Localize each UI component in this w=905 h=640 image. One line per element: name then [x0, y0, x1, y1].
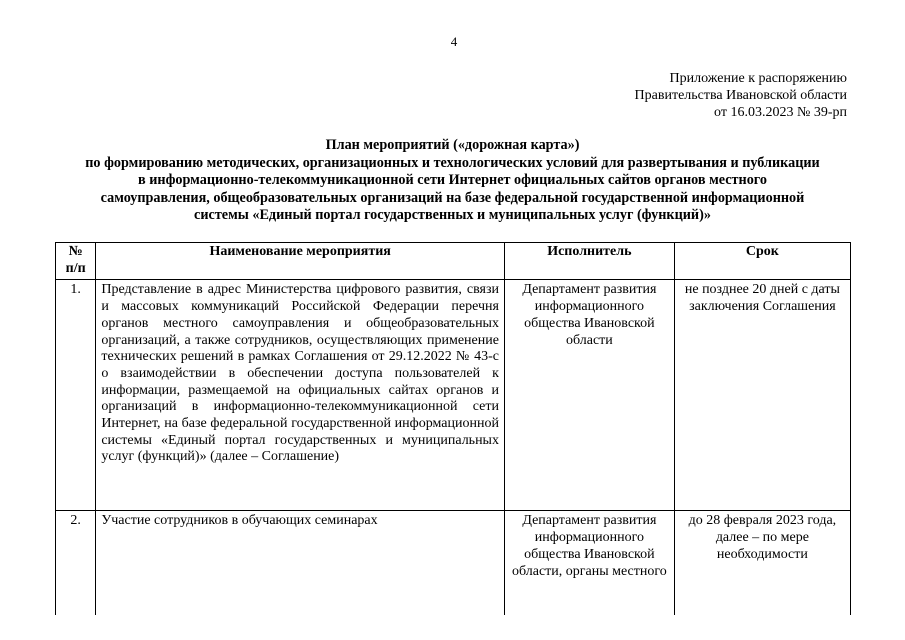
roadmap-table [55, 242, 851, 615]
table-row [56, 511, 851, 616]
row-term: не позднее 20 дней с даты заключения Соглашения [674, 280, 850, 511]
table-row [56, 280, 851, 511]
appendix-line: Правительства Ивановской области [634, 88, 847, 103]
header-term: Срок [674, 243, 850, 280]
row-executor: Департамент развития информационного общества Ивановской области, органы местного [504, 511, 674, 616]
document-title [40, 137, 865, 225]
title-line: системы «Единый портал государственных и муниципальных услуг (функций)» [194, 207, 711, 223]
row-activity: Представление в адрес Министерства цифрового развития, связи и массовых коммуникаций Российской Федерации перечня органов местного самоуправления и общеобразовательных организаций, а также сотрудников, осуществляющих применение технических решений в рамках Соглашения от 29.12.2022 № 43-с о взаимодействии в обеспечении доступа пользователей к информации, размещаемой на официальных сайтах органов и организаций в информационно-телекоммуникационной сети Интернет, на базе федеральной государственной информационной системы «Единый портал государственных и муниципальных услуг (функций)» (далее – Соглашение) [96, 280, 505, 511]
row-number: 2. [56, 511, 96, 616]
table-header-row [56, 243, 851, 280]
row-number: 1. [56, 280, 96, 511]
header-executor: Исполнитель [504, 243, 674, 280]
row-activity: Участие сотрудников в обучающих семинарах [96, 511, 505, 616]
header-number-line: № [68, 244, 83, 259]
row-term: до 28 февраля 2023 года, далее – по мере необходимости [674, 511, 850, 616]
appendix-note [635, 70, 847, 121]
header-name: Наименование мероприятия [96, 243, 505, 280]
header-number-line: п/п [65, 260, 86, 276]
row-executor: Департамент развития информационного общества Ивановской области [504, 280, 674, 511]
header-number [56, 243, 96, 280]
title-line: План мероприятий («дорожная карта») [325, 137, 580, 153]
page-number: 4 [450, 34, 458, 49]
appendix-line: Приложение к распоряжению [669, 71, 847, 86]
title-line: по формированию методических, организационных и технологических условий для развертывания и публикации [85, 154, 820, 171]
title-line: в информационно-телекоммуникационной сети Интернет официальных сайтов органов местного [138, 172, 767, 188]
title-line: самоуправления, общеобразовательных организаций на базе федеральной государственной информационной [100, 189, 805, 206]
appendix-date-line: от 16.03.2023 № 39-рп [714, 105, 847, 120]
